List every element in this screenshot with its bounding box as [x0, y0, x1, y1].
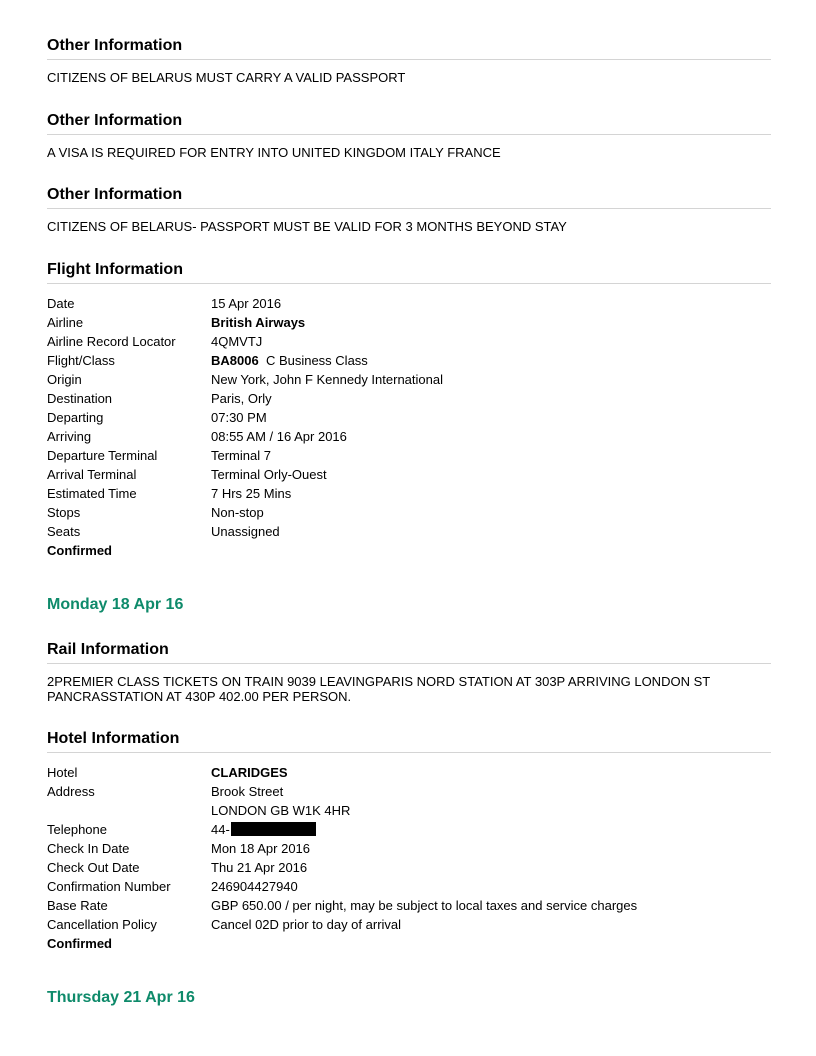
detail-label: Address: [47, 784, 95, 799]
flight-info-section: [47, 260, 771, 560]
detail-row: [47, 801, 771, 820]
detail-row: [47, 408, 771, 427]
detail-label: Check Out Date: [47, 860, 140, 875]
section-heading: Other Information: [47, 185, 771, 209]
detail-row: [47, 820, 771, 839]
detail-label: Departure Terminal: [47, 448, 158, 463]
section-heading: Other Information: [47, 111, 771, 135]
other-info-section-2: [47, 111, 771, 160]
detail-row: [47, 484, 771, 503]
detail-label: Origin: [47, 372, 82, 387]
detail-row: [47, 839, 771, 858]
detail-value: Cancel 02D prior to day of arrival: [211, 917, 402, 932]
detail-value: 15 Apr 2016: [211, 296, 282, 311]
other-info-section-3: [47, 185, 771, 234]
detail-row: [47, 370, 771, 389]
detail-label: [47, 801, 211, 820]
detail-value: Terminal 7: [211, 448, 271, 463]
section-text: CITIZENS OF BELARUS MUST CARRY A VALID PASSPORT: [47, 70, 406, 85]
detail-label: Hotel: [47, 765, 78, 780]
detail-row: [47, 294, 771, 313]
detail-value: Unassigned: [211, 524, 280, 539]
detail-label: Date: [47, 296, 75, 311]
detail-label: Estimated Time: [47, 486, 137, 501]
address-line-1: Brook Street: [211, 784, 284, 799]
detail-row: [47, 877, 771, 896]
detail-row: [47, 389, 771, 408]
flight-class-value: [211, 351, 771, 370]
flight-number: BA8006: [211, 353, 259, 368]
day-heading-thursday: Thursday 21 Apr 16: [47, 989, 195, 1006]
detail-label: Cancellation Policy: [47, 917, 157, 932]
detail-value: Paris, Orly: [211, 391, 272, 406]
other-info-section-1: [47, 36, 771, 85]
detail-row: [47, 351, 771, 370]
section-heading: Other Information: [47, 36, 771, 60]
section-text: 2PREMIER CLASS TICKETS ON TRAIN 9039 LEAVINGPARIS NORD STATION AT 303P ARRIVING LONDON ST PANCRASSTATION AT 430P 402.00 PER PERSON.: [47, 674, 710, 704]
detail-row: [47, 427, 771, 446]
detail-value: Mon 18 Apr 2016: [211, 841, 311, 856]
section-heading: Hotel Information: [47, 729, 771, 753]
detail-value: GBP 650.00 / per night, may be subject to local taxes and service charges: [211, 898, 638, 913]
detail-row: [47, 332, 771, 351]
detail-row: [47, 915, 771, 934]
detail-label: Airline Record Locator: [47, 334, 176, 349]
detail-value: New York, John F Kennedy International: [211, 372, 443, 387]
telephone-value: [211, 820, 771, 839]
detail-label: Flight/Class: [47, 353, 115, 368]
address-line-2: LONDON GB W1K 4HR: [211, 803, 351, 818]
detail-row: [47, 465, 771, 484]
detail-value: Terminal Orly-Ouest: [211, 467, 327, 482]
detail-row: [47, 313, 771, 332]
detail-label: Stops: [47, 505, 81, 520]
section-heading: Rail Information: [47, 640, 771, 664]
hotel-info-section: [47, 729, 771, 953]
record-locator: 4QMVTJ: [211, 334, 263, 349]
section-text: CITIZENS OF BELARUS- PASSPORT MUST BE VALID FOR 3 MONTHS BEYOND STAY: [47, 219, 567, 234]
detail-label: Arriving: [47, 429, 92, 444]
detail-label: Arrival Terminal: [47, 467, 137, 482]
flight-details: [47, 294, 771, 560]
detail-label: Destination: [47, 391, 113, 406]
detail-value: Thu 21 Apr 2016: [211, 860, 308, 875]
detail-label: Confirmation Number: [47, 879, 171, 894]
detail-row: [47, 896, 771, 915]
redaction-bar: [231, 822, 316, 836]
detail-row: [47, 522, 771, 541]
detail-label: Departing: [47, 410, 104, 425]
telephone-prefix: 44-: [211, 822, 230, 837]
detail-row: [47, 858, 771, 877]
detail-value: 08:55 AM / 16 Apr 2016: [211, 429, 347, 444]
detail-label: Seats: [47, 524, 81, 539]
flight-status: Confirmed: [47, 543, 112, 558]
detail-row: [47, 503, 771, 522]
detail-value: 07:30 PM: [211, 410, 267, 425]
detail-value: 7 Hrs 25 Mins: [211, 486, 292, 501]
detail-row: [47, 763, 771, 782]
section-heading: Flight Information: [47, 260, 771, 284]
detail-label: Airline: [47, 315, 84, 330]
hotel-details: [47, 763, 771, 953]
hotel-name: CLARIDGES: [211, 765, 288, 780]
airline-name: British Airways: [211, 315, 306, 330]
rail-info-section: [47, 640, 771, 704]
detail-value: 246904427940: [211, 879, 298, 894]
detail-value: Non-stop: [211, 505, 264, 520]
detail-row: [47, 782, 771, 801]
section-text: A VISA IS REQUIRED FOR ENTRY INTO UNITED KINGDOM ITALY FRANCE: [47, 145, 501, 160]
detail-label: Check In Date: [47, 841, 130, 856]
detail-label: Base Rate: [47, 898, 108, 913]
class-name: C Business Class: [265, 353, 368, 368]
day-heading-monday: Monday 18 Apr 16: [47, 596, 184, 613]
detail-row: [47, 446, 771, 465]
hotel-status: Confirmed: [47, 936, 112, 951]
detail-label: Telephone: [47, 822, 107, 837]
